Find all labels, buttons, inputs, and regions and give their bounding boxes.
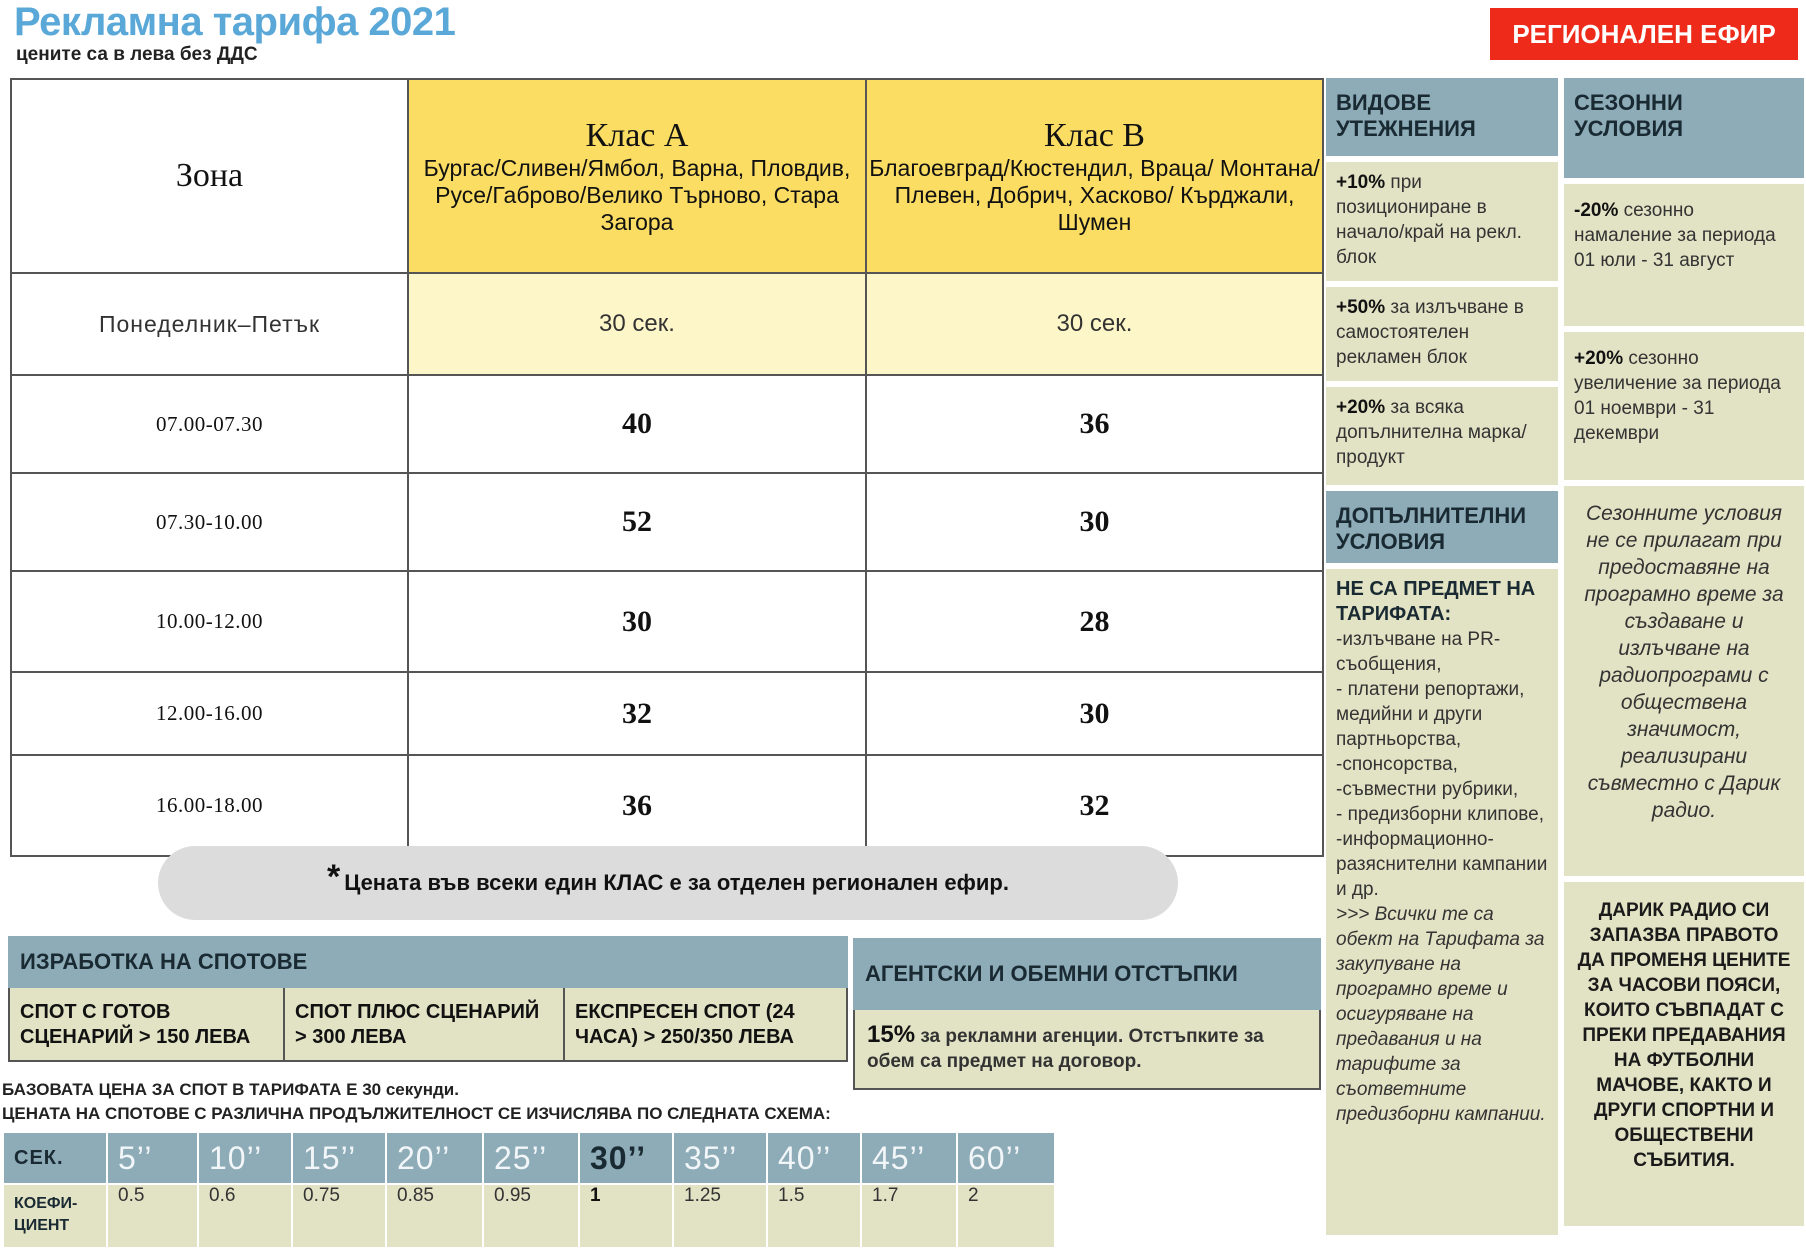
agency-discounts-block (853, 938, 1321, 1090)
class-a-cities: Бургас/Сливен/Ямбол, Варна, Пловдив, Русе/Габрово/Велико Търново, Стара Загора (423, 154, 851, 235)
duration-cell: 40’’ (767, 1132, 861, 1184)
class-b-cities: Благоевград/Кюстендил, Враца/ Монтана/Плевен, Добрич, Хасково/ Кърджали, Шумен (869, 154, 1320, 235)
duration-cell: 60’’ (957, 1132, 1055, 1184)
seasonal-pct: -20% (1574, 200, 1619, 221)
additional-italic-note: >>> Всички те са обект на Тарифата за закупуване на програмно време и осигуряване на предавания и на тарифите за съответните предизборни кампании. (1336, 904, 1546, 1125)
duration-cell: 45’’ (861, 1132, 957, 1184)
table-row (11, 473, 1323, 571)
time-slot: 16.00-18.00 (11, 755, 408, 856)
additional-subtitle: НЕ СА ПРЕДМЕТ НА ТАРИФАТА: (1336, 578, 1536, 625)
time-slot: 07.30-10.00 (11, 473, 408, 571)
surcharge-text: при позициониране в начало/край на рекл. блок (1336, 172, 1522, 268)
price-class-b: 36 (866, 375, 1323, 473)
spot-production-block (8, 936, 848, 1062)
class-a-name: Клас А (585, 116, 689, 154)
coef-value: 1.25 (673, 1184, 767, 1248)
seasonal-text: сезонно намаление за периода 01 юли - 31 август (1574, 200, 1776, 271)
note-asterisk: * (327, 857, 341, 896)
seasonal-exception: Сезонните условия не се прилагат при предоставяне на програмно време за създаване и излъчване на радиопрограми с обществена значимост, реализирани съвместно с Дарик радио. (1564, 486, 1804, 876)
coef-value-base: 1 (579, 1184, 673, 1248)
seasonal-text: сезонно увеличение за периода 01 ноември - 31 декември (1574, 348, 1781, 444)
coefficient-table (2, 1131, 1056, 1249)
coef-value: 1.5 (767, 1184, 861, 1248)
table-row (11, 755, 1323, 856)
sec-label: СЕК. (3, 1132, 107, 1184)
coef-value: 0.5 (107, 1184, 198, 1248)
region-badge: РЕГИОНАЛЕН ЕФИР (1490, 8, 1798, 60)
additional-line: -излъчване на PR-съобщения, (1336, 629, 1501, 675)
price-class-a: 52 (408, 473, 866, 571)
coef-value: 2 (957, 1184, 1055, 1248)
page-title: Рекламна тарифа 2021 (14, 0, 456, 44)
spot-option: СПОТ ПЛЮС СЦЕНАРИЙ > 300 ЛЕВА (285, 988, 565, 1060)
price-class-a: 32 (408, 672, 866, 755)
base-price-line: БАЗОВАТА ЦЕНА ЗА СПОТ В ТАРИФАТА Е 30 секунди. (2, 1080, 459, 1099)
price-class-b: 30 (866, 473, 1323, 571)
surcharge-item (1326, 287, 1558, 381)
agency-pct: 15% (867, 1021, 916, 1048)
seasonal-item (1564, 184, 1804, 326)
seasonal-pct: +20% (1574, 348, 1624, 369)
additional-conditions-title: ДОПЪЛНИТЕЛНИ УСЛОВИЯ (1326, 491, 1558, 563)
spot-production-title: ИЗРАБОТКА НА СПОТОВЕ (8, 936, 848, 988)
reserve-rights: ДАРИК РАДИО СИ ЗАПАЗВА ПРАВОТО ДА ПРОМЕНЯ ЦЕНИТЕ ЗА ЧАСОВИ ПОЯСИ, КОИТО СЪВПАДАТ С ПРЕКИ ПРЕДАВАНИЯ НА ФУТБОЛНИ МАЧОВЕ, КАКТО И ДРУГИ СПОРТНИ И ОБЩЕСТВЕНИ СЪБИТИЯ. (1564, 882, 1804, 1226)
duration-cell: 5’’ (107, 1132, 198, 1184)
class-a-header (408, 79, 866, 273)
duration-cell-base: 30’’ (579, 1132, 673, 1184)
class-b-header (866, 79, 1323, 273)
surcharge-pct: +20% (1336, 397, 1386, 418)
additional-conditions-text (1326, 569, 1558, 1235)
table-row (11, 571, 1323, 672)
duration-cell: 10’’ (198, 1132, 292, 1184)
seasonal-column (1564, 78, 1804, 1226)
class-b-name: Клас В (1043, 116, 1145, 154)
price-class-b: 30 (866, 672, 1323, 755)
surcharges-column (1326, 78, 1558, 1235)
duration-b: 30 сек. (866, 273, 1323, 375)
duration-scheme-line: ЦЕНАТА НА СПОТОВЕ С РАЗЛИЧНА ПРОДЪЛЖИТЕЛНОСТ СЕ ИЗЧИСЛЯВА ПО СЛЕДНАТА СХЕМА: (2, 1104, 831, 1123)
coef-value: 0.85 (386, 1184, 483, 1248)
page-subtitle: цените са в лева без ДДС (16, 44, 258, 65)
additional-line: -информационно-разяснителни кампании и др. (1336, 829, 1548, 900)
table-row (11, 375, 1323, 473)
duration-cell: 20’’ (386, 1132, 483, 1184)
additional-line: -съвместни рубрики, (1336, 779, 1519, 800)
spot-option: ЕКСПРЕСЕН СПОТ (24 ЧАСА) > 250/350 ЛЕВА (575, 1001, 795, 1048)
price-class-a: 30 (408, 571, 866, 672)
price-class-a: 36 (408, 755, 866, 856)
surcharges-title: ВИДОВЕ УТЕЖНЕНИЯ (1326, 78, 1558, 156)
duration-cell: 25’’ (483, 1132, 579, 1184)
agency-discounts-text (853, 1010, 1321, 1090)
surcharge-item (1326, 162, 1558, 281)
price-class-b: 28 (866, 571, 1323, 672)
table-row (11, 672, 1323, 755)
duration-cell: 15’’ (292, 1132, 386, 1184)
seasonal-item (1564, 332, 1804, 480)
price-table (10, 78, 1324, 857)
time-slot: 12.00-16.00 (11, 672, 408, 755)
spot-option: СПОТ С ГОТОВ СЦЕНАРИЙ > 150 ЛЕВА (10, 988, 285, 1060)
class-note (158, 846, 1178, 920)
surcharge-item (1326, 387, 1558, 485)
time-slot: 07.00-07.30 (11, 375, 408, 473)
duration-cell: 35’’ (673, 1132, 767, 1184)
agency-desc: за рекламни агенции. Отстъпките за обем са предмет на договор. (867, 1026, 1264, 1072)
coef-value: 0.75 (292, 1184, 386, 1248)
surcharge-pct: +50% (1336, 297, 1386, 318)
additional-line: - предизборни клипове, (1336, 804, 1545, 825)
coef-label: КОЕФИ-ЦИЕНТ (3, 1184, 107, 1248)
coef-value: 0.95 (483, 1184, 579, 1248)
additional-line: -спонсорства, (1336, 754, 1458, 775)
surcharge-pct: +10% (1336, 172, 1386, 193)
note-text: Цената във всеки един КЛАС е за отделен регионален ефир. (344, 870, 1009, 895)
seasonal-title: СЕЗОННИ УСЛОВИЯ (1564, 78, 1804, 178)
days-label: Понеделник–Петък (11, 273, 408, 375)
additional-line: - платени репортажи, медийни и други партньорства, (1336, 679, 1525, 750)
coef-value: 0.6 (198, 1184, 292, 1248)
zone-header: Зона (11, 79, 408, 273)
price-class-b: 32 (866, 755, 1323, 856)
duration-a: 30 сек. (408, 273, 866, 375)
agency-discounts-title: АГЕНТСКИ И ОБЕМНИ ОТСТЪПКИ (853, 938, 1321, 1010)
time-slot: 10.00-12.00 (11, 571, 408, 672)
coef-value: 1.7 (861, 1184, 957, 1248)
surcharge-text: за излъчване в самостоятелен рекламен блок (1336, 297, 1524, 368)
surcharge-text: за всяка допълнителна марка/продукт (1336, 397, 1527, 468)
price-class-a: 40 (408, 375, 866, 473)
